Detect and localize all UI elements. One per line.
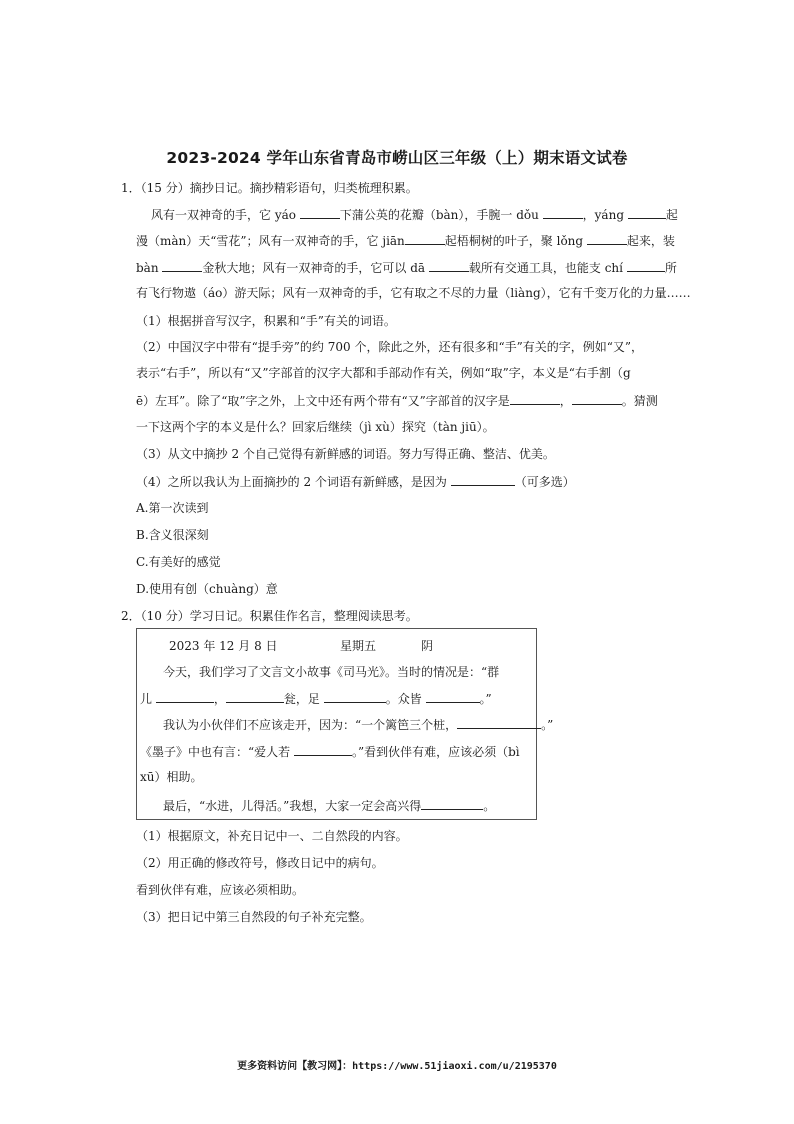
diary-line-4 [140,743,520,760]
answer-blank[interactable] [300,206,340,219]
text: ， [559,394,572,408]
text: 起梧桐树的叶子，聚 lǒng [444,234,584,248]
text: 风有一双神奇的手，它 yáo [151,208,296,222]
answer-blank[interactable] [457,716,541,729]
diary-weekday: 星期五 [340,639,377,653]
text: 。猜测 [621,394,658,408]
answer-blank[interactable] [421,797,483,810]
text: （4）之所以我认为上面摘抄的 2 个词语有新鲜感，是因为 [136,475,447,489]
diary-line-2 [140,690,492,707]
text: 。” [479,692,492,706]
answer-blank[interactable] [543,206,583,219]
answer-blank[interactable] [429,259,469,272]
q1-sub-question-2-line-2: 表示“右手”，所以有“又”字部首的汉字大都和手部动作有关，例如“取”字，本义是“右手割（g [136,366,631,380]
diary-line-3 [163,716,553,733]
q1-sub-question-4 [136,473,575,490]
answer-blank[interactable] [324,690,386,703]
option-a[interactable]: A.第一次读到 [136,501,209,515]
page-title: 2023-2024 学年山东省青岛市崂山区三年级（上）期末语文试卷 [166,149,628,167]
q1-sub-question-3: （3）从文中摘抄 2 个自己觉得有新鲜感的词语。努力写得正确、整洁、优美。 [136,447,555,461]
text: 瓮，足 [283,692,320,706]
answer-blank[interactable] [627,259,665,272]
text: 起来，装 [626,234,675,248]
answer-blank[interactable] [226,690,284,703]
q1-passage-line-4: 有飞行物遨（áo）游天际；风有一双神奇的手，它有取之不尽的力量（liàng），它有千变万化的力量…… [136,286,691,300]
diary-line-6 [163,797,495,814]
text: 漫（màn）天“雪花”；风有一双神奇的手，它 jiān [136,234,405,248]
text: 金秋大地；风有一双神奇的手，它可以 dā [202,261,426,275]
text: 我认为小伙伴们不应该走开，因为：“一个篱笆三个桩， [163,718,458,732]
footer-link[interactable]: 更多资料访问【教习网】：https://www.51jiaoxi.com/u/2195370 [237,1061,557,1072]
question-2-heading: 2．（10 分）学习日记。积累佳作名言，整理阅读思考。 [121,609,418,623]
text: 。” [541,718,554,732]
option-c[interactable]: C.有美好的感觉 [136,555,221,569]
text: 《墨子》中也有言：“爱人若 [140,745,291,759]
answer-blank[interactable] [405,232,445,245]
answer-blank[interactable] [162,259,202,272]
text: 所 [664,261,677,275]
option-b[interactable]: B.含义很深刻 [136,528,209,542]
text: （可多选） [514,475,575,489]
option-d[interactable]: D.使用有创（chuàng）意 [136,582,278,596]
answer-blank[interactable] [510,392,560,405]
text: bàn [136,261,159,275]
q2-sub-question-3: （3）把日记中第三自然段的句子补充完整。 [136,910,372,924]
answer-blank[interactable] [628,206,666,219]
q2-sub-question-2: （2）用正确的修改符号，修改日记中的病句。 [136,856,384,870]
text: 起 [665,208,678,222]
text: 。 [483,799,496,813]
question-1-heading: 1．（15 分）摘抄日记。摘抄精彩语句，归类梳理积累。 [121,181,418,195]
answer-blank[interactable] [426,690,480,703]
text: ，yáng [582,208,625,222]
answer-blank[interactable] [451,473,515,486]
q1-sub-question-1: （1）根据拼音写汉字，积累和“手”有关的词语。 [136,314,396,328]
diary-weather: 阴 [421,639,434,653]
q2-sub-question-1: （1）根据原文，补充日记中一、二自然段的内容。 [136,829,408,843]
diary-date: 2023 年 12 月 8 日 [169,639,278,653]
q2-sentence-to-fix: 看到伙伴有难，应该必须相助。 [136,883,305,897]
text: 儿 [140,692,153,706]
text: 。众皆 [385,692,422,706]
text: ē）左耳”。除了“取”字之外，上文中还有两个带有“又”字部首的汉字是 [136,394,510,408]
text: ， [213,692,226,706]
q1-passage-line-3 [136,259,677,276]
text: 。”看到伙伴有难，应该必须（bì [351,745,520,759]
text: 最后，“水进，儿得活。”我想，大家一定会高兴得 [163,799,422,813]
text: 下蒲公英的花瓣（bàn），手腕一 dǒu [339,208,539,222]
text: 载所有交通工具，也能支 chí [468,261,623,275]
answer-blank[interactable] [572,392,622,405]
diary-line-5: xū）相助。 [140,770,203,784]
q1-passage-line-1 [151,206,678,223]
q1-sub-question-2-line-4: 一下这两个字的本义是什么？回家后继续（jì xù）探究（tàn jiū）。 [136,420,495,434]
answer-blank[interactable] [294,743,352,756]
diary-line-1: 今天，我们学习了文言文小故事《司马光》。当时的情况是：“群 [163,665,500,679]
answer-blank[interactable] [587,232,627,245]
q1-sub-question-2-line-3 [136,392,658,409]
q1-passage-line-2 [136,232,675,249]
q1-sub-question-2-line-1: （2）中国汉字中带有“提手旁”的约 700 个，除此之外，还有很多和“手”有关的字，例如“又”， [136,340,643,354]
answer-blank[interactable] [156,690,214,703]
